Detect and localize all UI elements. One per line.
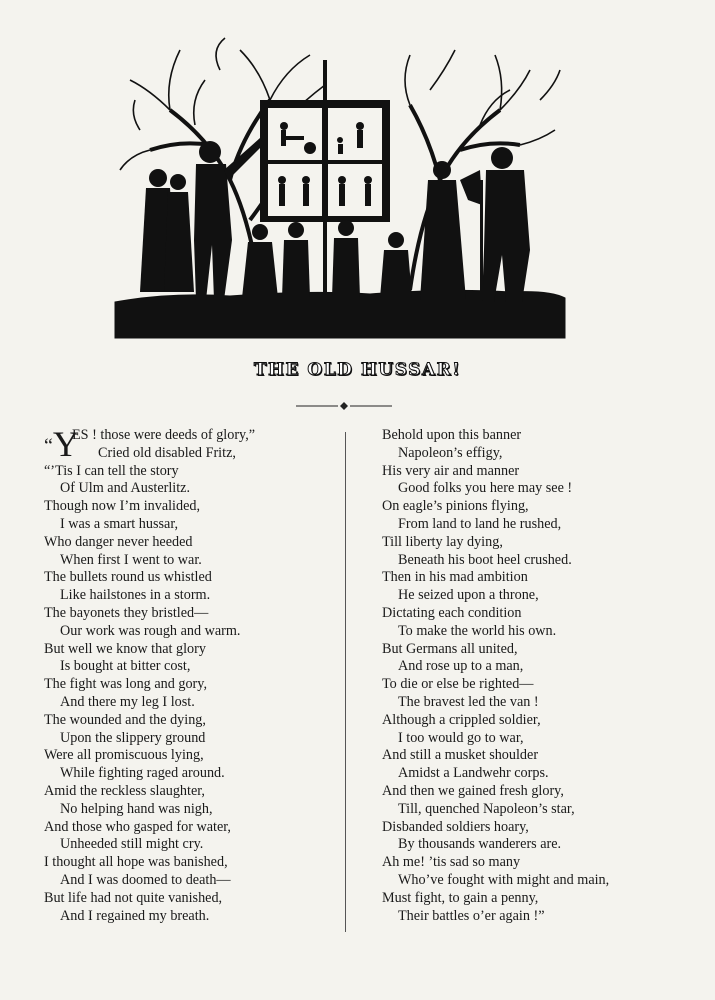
- poem-line: And still a musket shoulder: [382, 747, 539, 764]
- poem-line: Napoleon’s effigy,: [398, 444, 503, 461]
- poem-line: And rose up to a man,: [398, 658, 524, 675]
- poem-line: Must fight, to gain a penny,: [382, 889, 539, 906]
- drop-cap-quote: “: [44, 435, 53, 457]
- poem-line: But Germans all united,: [382, 640, 518, 657]
- poem-line: To die or else be righted—: [382, 676, 534, 693]
- opening-lines: [44, 424, 334, 464]
- poem-line: I too would go to war,: [398, 729, 524, 746]
- poem-line: While fighting raged around.: [60, 765, 225, 782]
- poem-line: Who’ve fought with might and main,: [398, 871, 610, 888]
- poem-line: The fight was long and gory,: [44, 676, 207, 693]
- poem-line: Amid the reckless slaughter,: [44, 782, 205, 799]
- poem-line: But life had not quite vanished,: [44, 889, 223, 906]
- poem-line: ES ! those were deeds of glory,”: [72, 427, 256, 443]
- poem-line: Then in his mad ambition: [382, 569, 528, 586]
- poem-line: Is bought at bitter cost,: [60, 658, 191, 675]
- poem-line: Of Ulm and Austerlitz.: [60, 480, 191, 497]
- poem-line: By thousands wanderers are.: [398, 836, 562, 853]
- left-column: [44, 424, 334, 925]
- poem-line: Though now I’m invalided,: [44, 498, 201, 515]
- poem-line: Like hailstones in a storm.: [60, 587, 211, 604]
- poem-title-text: THE OLD HUSSAR: [253, 360, 453, 380]
- drop-cap-letter: Y: [52, 424, 79, 464]
- poem-line: No helping hand was nigh,: [60, 800, 213, 817]
- poem-line: Disbanded soldiers hoary,: [382, 818, 529, 835]
- poem-line: Amidst a Landwehr corps.: [398, 765, 549, 782]
- poem-line: Were all promiscuous lying,: [44, 747, 204, 764]
- poem-line: Unheeded still might cry.: [60, 836, 204, 853]
- poem-line: The bullets round us whistled: [44, 569, 212, 586]
- poem-line: Till, quenched Napoleon’s star,: [398, 800, 575, 817]
- poem-line: Who danger never heeded: [44, 533, 193, 550]
- poem-line: On eagle’s pinions flying,: [382, 498, 529, 515]
- poem-title: [0, 360, 715, 380]
- poem-line: Dictating each condition: [382, 604, 522, 621]
- poem-line: To make the world his own.: [398, 622, 557, 639]
- poem-line: But well we know that glory: [44, 640, 206, 657]
- poem-line: And then we gained fresh glory,: [382, 782, 564, 799]
- poem-title-punct: !: [452, 360, 462, 380]
- poem-line: Although a crippled soldier,: [382, 711, 541, 728]
- poem-line: Good folks you here may see !: [398, 480, 573, 497]
- poem-line: When first I went to war.: [60, 551, 202, 568]
- poem-line: The wounded and the dying,: [44, 711, 206, 728]
- poem-line: I thought all hope was banished,: [44, 854, 228, 871]
- poem-line: Our work was rough and warm.: [60, 622, 241, 639]
- poem-line: Till liberty lay dying,: [382, 533, 503, 550]
- poem-line: Beneath his boot heel crushed.: [398, 551, 572, 568]
- poem-line: Upon the slippery ground: [60, 729, 206, 746]
- poem-line: Behold upon this banner: [382, 427, 522, 443]
- poem-line: His very air and manner: [382, 462, 520, 479]
- poem-line: I was a smart hussar,: [60, 515, 179, 532]
- right-column: [382, 427, 682, 925]
- diamond-rule-icon: [296, 400, 392, 412]
- poem-line: “’Tis I can tell the story: [44, 462, 179, 479]
- poem-line: Cried old disabled Fritz,: [98, 444, 236, 461]
- poem-line: And there my leg I lost.: [60, 693, 195, 710]
- poem-line: And I regained my breath.: [60, 907, 210, 924]
- poem-line: Ah me! ’tis sad so many: [382, 854, 521, 871]
- column-divider: [345, 432, 346, 932]
- poem-line: From land to land he rushed,: [398, 515, 562, 532]
- poem-line: And I was doomed to death—: [60, 871, 231, 888]
- silhouette-illustration: [110, 30, 570, 342]
- poem-line: The bayonets they bristled—: [44, 604, 209, 621]
- poem-line: Their battles o’er again !”: [398, 907, 545, 924]
- poem-line: And those who gasped for water,: [44, 818, 231, 835]
- poem-line: The bravest led the van !: [398, 693, 539, 710]
- poem-line: He seized upon a throne,: [398, 587, 539, 604]
